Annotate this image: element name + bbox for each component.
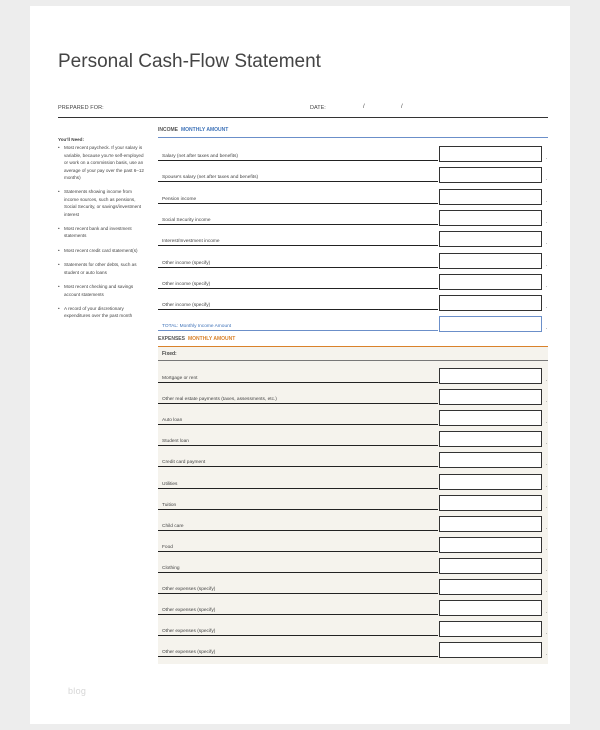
amount-input[interactable] bbox=[439, 558, 542, 574]
row-label: Tuition bbox=[162, 502, 177, 508]
row-label: Other income (specify) bbox=[162, 303, 211, 309]
expense-row bbox=[158, 425, 548, 447]
row-label: Spouse's salary (net after taxes and benefits) bbox=[162, 175, 259, 181]
sidebar-heading: You'll Need: bbox=[58, 137, 85, 142]
amount-input[interactable] bbox=[439, 537, 542, 553]
amount-input[interactable] bbox=[439, 516, 542, 532]
expenses-subheading: MONTHLY AMOUNT bbox=[187, 336, 236, 342]
expense-row bbox=[158, 446, 548, 468]
income-row bbox=[158, 247, 548, 269]
amount-input[interactable] bbox=[439, 600, 542, 616]
box-mark: . bbox=[545, 609, 547, 616]
row-label: Credit card payment bbox=[162, 460, 206, 466]
amount-input[interactable] bbox=[439, 253, 542, 269]
row-label: Child care bbox=[162, 523, 184, 529]
box-mark: . bbox=[545, 155, 547, 161]
amount-input[interactable] bbox=[439, 167, 542, 183]
bullet-icon: • bbox=[58, 226, 60, 232]
expenses-rule bbox=[158, 346, 548, 347]
box-mark: . bbox=[545, 282, 547, 289]
amount-input[interactable] bbox=[439, 495, 542, 511]
sidebar-item-text: Statements showing income from income sources, such as pensions, Social Security, or savings/investment interest bbox=[64, 189, 142, 217]
box-mark: . bbox=[545, 630, 547, 637]
bullet-icon: • bbox=[58, 305, 60, 311]
row-label: Utilities bbox=[162, 481, 178, 487]
box-mark: . bbox=[545, 218, 547, 225]
you-will-need-sidebar bbox=[58, 136, 146, 327]
expense-row bbox=[158, 468, 548, 490]
row-label: Other income (specify) bbox=[162, 260, 211, 266]
expense-row bbox=[158, 362, 548, 384]
income-row bbox=[158, 289, 548, 311]
sidebar-list-item bbox=[58, 247, 146, 254]
row-label: Other expenses (specify) bbox=[162, 650, 216, 656]
date-separator: / bbox=[363, 104, 365, 110]
income-heading: INCOME bbox=[158, 127, 178, 133]
sidebar-list-item bbox=[58, 144, 146, 181]
row-label: Food bbox=[162, 544, 173, 550]
box-mark: . bbox=[545, 588, 547, 594]
row-label: Clothing bbox=[162, 565, 180, 571]
income-total-row bbox=[158, 310, 548, 332]
income-row bbox=[158, 183, 548, 205]
page-title: Personal Cash-Flow Statement bbox=[58, 51, 321, 72]
box-mark: . bbox=[545, 261, 547, 268]
box-mark: . bbox=[545, 503, 547, 510]
row-label: Other expenses (specify) bbox=[162, 629, 216, 635]
header-rule bbox=[58, 117, 548, 118]
amount-input[interactable] bbox=[439, 316, 542, 332]
row-label: Mortgage or rent bbox=[162, 376, 198, 381]
bullet-icon: • bbox=[58, 262, 60, 268]
box-mark: . bbox=[545, 176, 547, 183]
row-label: Salary (net after taxes and benefits) bbox=[162, 154, 238, 159]
expense-row bbox=[158, 552, 548, 574]
expense-row bbox=[158, 489, 548, 511]
row-underline bbox=[158, 656, 438, 657]
box-mark: . bbox=[545, 566, 547, 573]
amount-input[interactable] bbox=[439, 146, 542, 162]
row-label: Student loan bbox=[162, 439, 189, 445]
expense-row bbox=[158, 594, 548, 616]
sidebar-item-text: Most recent paycheck. If your salary is variable, because you're self-employed or work on a commission basis, use an average of your pay over the past 6–12 months) bbox=[64, 145, 144, 181]
expense-row bbox=[158, 636, 548, 658]
row-label: Auto loan bbox=[162, 418, 183, 424]
income-subheading: MONTHLY AMOUNT bbox=[181, 127, 229, 133]
expenses-heading: EXPENSES bbox=[158, 336, 185, 342]
expense-row bbox=[158, 404, 548, 426]
row-label: Other expenses (specify) bbox=[162, 608, 216, 614]
row-underline bbox=[158, 330, 438, 331]
row-label: Other real estate payments (taxes, assessments, etc.) bbox=[162, 397, 277, 403]
box-mark: . bbox=[545, 461, 547, 468]
expense-row bbox=[158, 573, 548, 595]
sidebar-list-item bbox=[58, 188, 146, 218]
row-label: Other income (specify) bbox=[162, 281, 211, 287]
bullet-icon: • bbox=[58, 189, 60, 195]
fixed-label: Fixed: bbox=[162, 351, 177, 357]
watermark: blog bbox=[68, 686, 87, 696]
income-row bbox=[158, 225, 548, 247]
amount-input[interactable] bbox=[439, 295, 542, 311]
sidebar-item-text: A record of your discretionary expenditures over the past month bbox=[64, 305, 133, 319]
bullet-icon: • bbox=[58, 145, 60, 151]
income-header bbox=[158, 127, 228, 133]
expenses-header bbox=[158, 336, 235, 342]
sidebar-list-item bbox=[58, 225, 146, 240]
date-separator: / bbox=[401, 104, 403, 110]
box-mark: . bbox=[545, 419, 547, 426]
amount-input[interactable] bbox=[439, 452, 542, 468]
sidebar-list-item bbox=[58, 283, 146, 298]
income-rule bbox=[158, 137, 548, 138]
sidebar-list-item bbox=[58, 305, 146, 320]
prepared-for-label: PREPARED FOR: bbox=[58, 105, 104, 111]
row-label: Interest/Investment income bbox=[162, 239, 220, 245]
expense-row bbox=[158, 531, 548, 553]
row-label: Other expenses (specify) bbox=[162, 587, 216, 592]
box-mark: . bbox=[545, 398, 547, 405]
income-row bbox=[158, 161, 548, 183]
amount-input[interactable] bbox=[439, 189, 542, 205]
box-mark: . bbox=[545, 651, 547, 658]
row-label: Social Security income bbox=[162, 217, 211, 223]
income-row bbox=[158, 268, 548, 290]
box-mark: . bbox=[545, 240, 547, 247]
bullet-icon: • bbox=[58, 247, 60, 253]
amount-input[interactable] bbox=[439, 368, 542, 384]
row-label: TOTAL: Monthly Income Amount bbox=[162, 324, 232, 330]
sidebar-item-text: Statements for other debts, such as student or auto loans bbox=[64, 262, 137, 275]
box-mark: . bbox=[545, 377, 547, 383]
income-row bbox=[158, 140, 548, 162]
box-mark: . bbox=[545, 524, 547, 531]
sidebar-item-text: Most recent credit card statement(s) bbox=[64, 247, 138, 253]
sidebar-list bbox=[58, 144, 146, 319]
box-mark: . bbox=[545, 325, 547, 332]
amount-input[interactable] bbox=[439, 231, 542, 247]
bullet-icon: • bbox=[58, 284, 60, 290]
amount-input[interactable] bbox=[439, 410, 542, 426]
income-row bbox=[158, 204, 548, 226]
expense-row bbox=[158, 383, 548, 405]
sidebar-item-text: Most recent checking and savings account statements bbox=[64, 284, 134, 297]
box-mark: . bbox=[545, 440, 547, 447]
amount-input[interactable] bbox=[439, 210, 542, 226]
row-label: Pension income bbox=[162, 196, 197, 202]
expense-row bbox=[158, 510, 548, 532]
amount-input[interactable] bbox=[439, 389, 542, 405]
box-mark: . bbox=[545, 482, 547, 489]
date-label: DATE: bbox=[310, 105, 326, 111]
amount-input[interactable] bbox=[439, 274, 542, 290]
fixed-rule bbox=[158, 360, 548, 361]
amount-input[interactable] bbox=[439, 579, 542, 595]
document-page bbox=[30, 6, 570, 724]
amount-input[interactable] bbox=[439, 642, 542, 658]
sidebar-item-text: Most recent bank and investment statements bbox=[64, 226, 132, 239]
box-mark: . bbox=[545, 304, 547, 311]
box-mark: . bbox=[545, 197, 547, 204]
amount-input[interactable] bbox=[439, 474, 542, 490]
box-mark: . bbox=[545, 545, 547, 552]
sidebar-list-item bbox=[58, 261, 146, 276]
amount-input[interactable] bbox=[439, 431, 542, 447]
expense-row bbox=[158, 615, 548, 637]
amount-input[interactable] bbox=[439, 621, 542, 637]
